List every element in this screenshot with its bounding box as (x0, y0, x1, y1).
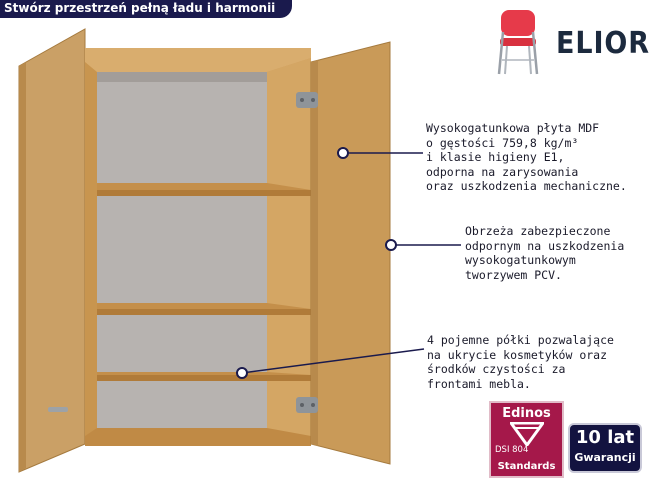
shelf (97, 303, 311, 315)
warranty-label: Gwarancji (574, 451, 636, 464)
banner-text: Stwórz przestrzeń pełną ładu i harmonii (4, 1, 276, 15)
edinos-check-icon (510, 422, 544, 446)
hinge-icon (296, 397, 318, 413)
hinge-icon (296, 92, 318, 108)
note-edges: Obrzeża zabezpieczone odpornym na uszkodzenia wysokogatunkowym tworzywem PCV. (465, 224, 625, 282)
edinos-standards-badge (489, 401, 564, 478)
note-material: Wysokogatunkowa płyta MDF o gęstości 759,8 kg/m³ i klasie higieny E1, odporna na zarysowania oraz uszkodzenia mechaniczne. (426, 121, 627, 193)
handle-icon (48, 407, 68, 412)
note-shelves: 4 pojemne półki pozwalające na ukrycie kosmetyków oraz środków czystości za frontami mebla. (427, 333, 614, 391)
warranty-years: 10 lat (575, 427, 635, 448)
warranty-badge (568, 423, 642, 473)
edinos-title: Edinos (502, 406, 551, 421)
edinos-footer: Standards (497, 461, 556, 472)
shelf (97, 372, 311, 381)
brand-name: ELIOR (556, 26, 650, 61)
shelf (97, 183, 311, 196)
callout-marker (237, 368, 247, 378)
callout-marker (386, 240, 396, 250)
callout-marker (338, 148, 348, 158)
edinos-standard-code: DSI 804 (495, 445, 529, 455)
